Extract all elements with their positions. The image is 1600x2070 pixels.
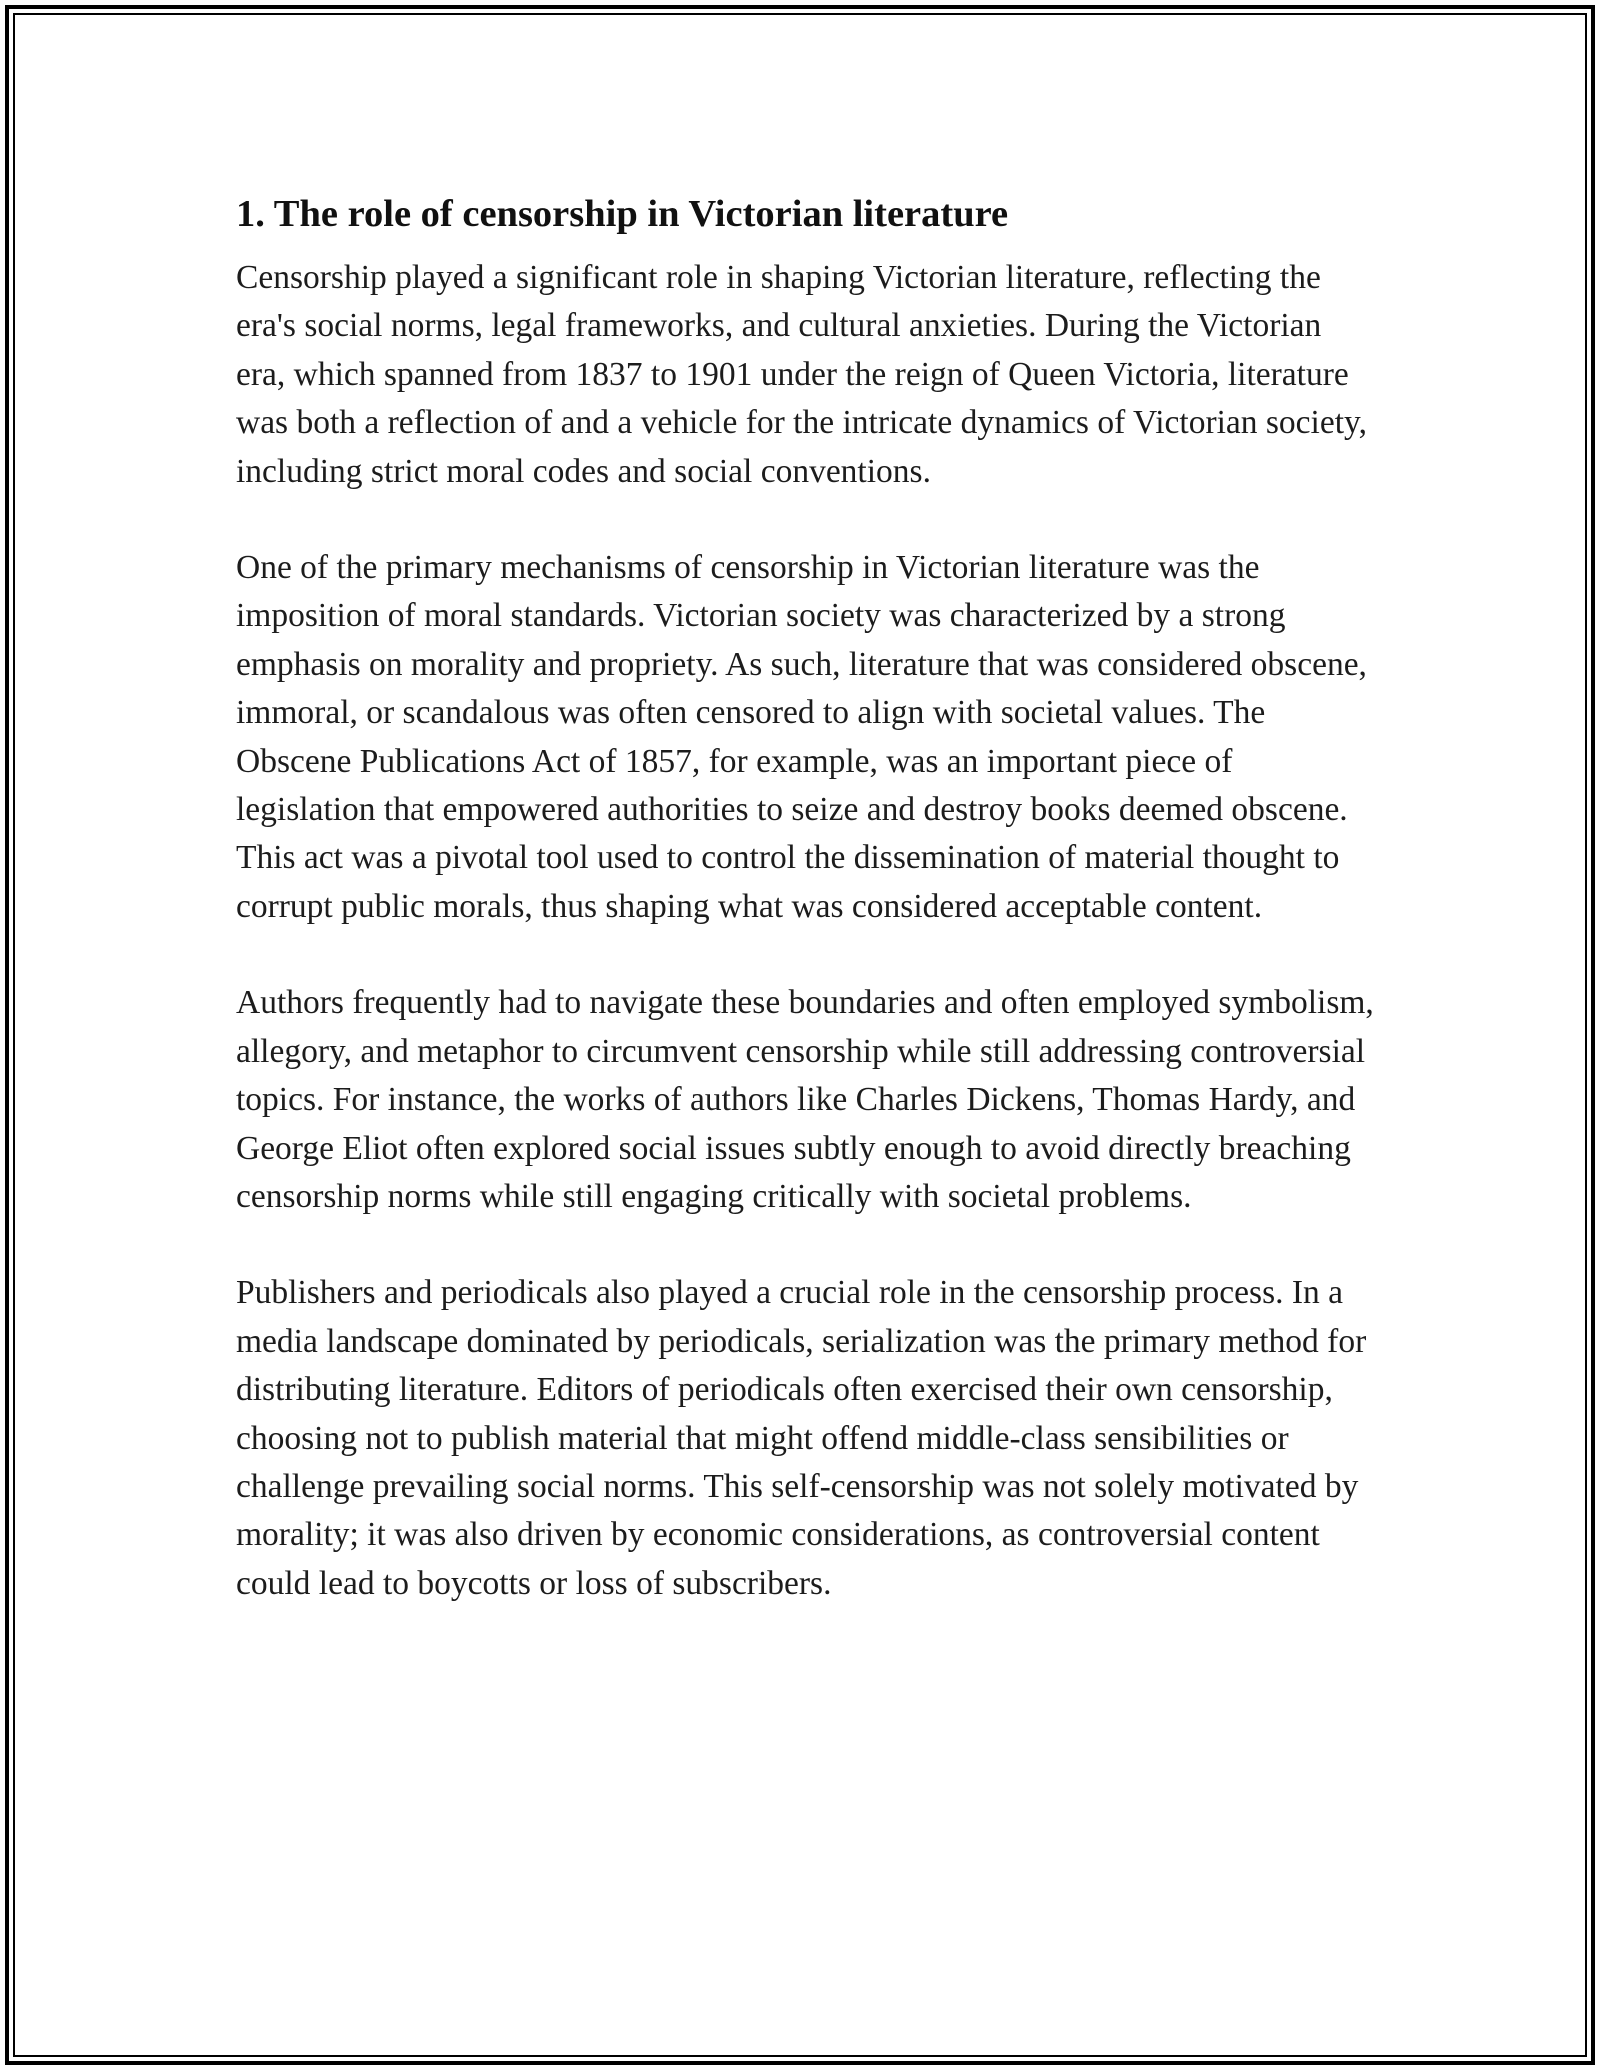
paragraph-intro: Censorship played a significant role in shaping Victorian literature, reflecting the era's social norms, legal frameworks, and cultural anxieties. During the Victorian era, which spanned from 1837 to 1901 under the reign of Queen Victoria, literature was both a reflection of and a vehicle for the intricate dynamics of Victorian society, including strict moral codes and social conventions.	[236, 259, 1367, 490]
paragraph-moral-standards: One of the primary mechanisms of censorship in Victorian literature was the imposition of moral standards. Victorian society was characterized by a strong emphasis on morality and propriety. As such, literature that was considered obscene, immoral, or scandalous was often censored to align with societal values. The Obscene Publications Act of 1857, for example, was an important piece of legislation that empowered authorities to seize and destroy books deemed obscene. This act was a pivotal tool used to control the dissemination of material thought to corrupt public morals, thus shaping what was considered acceptable content.	[236, 549, 1367, 925]
paragraph-authors: Authors frequently had to navigate these boundaries and often employed symbolism, allegory, and metaphor to circumvent censorship while still addressing controversial topics. For instance, the works of authors like Charles Dickens, Thomas Hardy, and George Eliot often explored social issues subtly enough to avoid directly breaching censorship norms while still engaging critically with societal problems.	[236, 984, 1374, 1215]
paragraph-publishers: Publishers and periodicals also played a crucial role in the censorship process. In a media landscape dominated by periodicals, serialization was the primary method for distributing literature. Editors of periodicals often exercised their own censorship, choosing not to publish material that might offend middle-class sensibilities or challenge prevailing social norms. This self-censorship was not solely motivated by morality; it was also driven by economic considerations, as controversial content could lead to boycotts or loss of subscribers.	[236, 1274, 1367, 1602]
document-body	[236, 186, 1376, 1608]
section-heading: 1. The role of censorship in Victorian literature	[236, 193, 1009, 235]
